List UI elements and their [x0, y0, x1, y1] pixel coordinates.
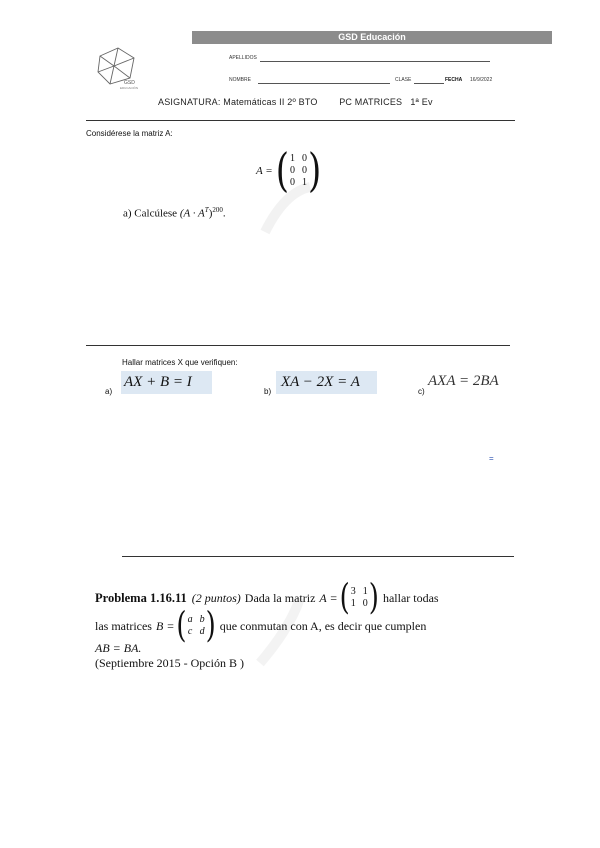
matrix-cell: a — [187, 614, 193, 625]
q1-matrix-grid — [289, 153, 308, 189]
q1-part-a-expr: (A · A — [179, 207, 205, 220]
q1-part-a-text: Calcúlese — [134, 207, 178, 220]
matrix-cell: 1 — [362, 586, 368, 597]
q3-text1: Dada la matriz — [244, 590, 316, 605]
right-paren: ) — [205, 605, 216, 647]
right-paren: ) — [307, 144, 322, 198]
nombre-label: NOMBRE — [229, 77, 251, 83]
left-paren: ( — [339, 577, 350, 619]
q2-intro: Hallar matrices X que verifiquen: — [122, 358, 238, 367]
q1-matrix-name: A = — [256, 165, 273, 177]
q3-matrix-a-name: A = — [319, 590, 338, 605]
q3-text5: AB = BA. — [95, 641, 142, 655]
q2-a-equation: AX + B = I — [121, 371, 212, 394]
fecha-value: 16/9/2022 — [470, 77, 493, 83]
brand-title: GSD Educación — [338, 32, 406, 42]
q2-a-label: a) — [105, 387, 113, 396]
q2-b-label: b) — [264, 387, 272, 396]
q2-divider — [122, 556, 514, 557]
q1-part-a-end: . — [222, 207, 226, 220]
fecha-label: FECHA — [445, 77, 463, 83]
q2-b-equation: XA − 2X = A — [276, 371, 377, 394]
q1-divider — [86, 345, 510, 346]
q1-matrix — [275, 144, 322, 198]
matrix-cell: 0 — [362, 598, 368, 609]
stray-mark: = — [489, 454, 494, 463]
matrix-cell: b — [199, 614, 205, 625]
q3-matrix-a-grid — [350, 586, 369, 610]
q3-source: (Septiembre 2015 - Opción B ) — [95, 656, 244, 670]
gsd-logo — [94, 44, 144, 90]
q3-points: (2 puntos) — [191, 590, 241, 605]
q3-line-1 — [95, 577, 439, 619]
q1-part-a-transpose: T — [204, 206, 209, 214]
q1-intro: Considérese la matriz A: — [86, 129, 173, 138]
matrix-cell: 0 — [289, 177, 295, 188]
q3-text3: las matrices — [95, 618, 152, 633]
q2-c-label: c) — [418, 387, 425, 396]
matrix-cell: 0 — [301, 165, 307, 176]
left-paren: ( — [176, 605, 187, 647]
q3-text4: que conmutan con A, es decir que cumplen — [219, 618, 427, 633]
q3-text2: hallar todas — [382, 590, 439, 605]
left-paren: ( — [275, 144, 289, 198]
matrix-cell: c — [187, 626, 193, 637]
right-paren: ) — [368, 577, 379, 619]
matrix-cell: 0 — [301, 153, 307, 164]
header-bar — [192, 31, 552, 44]
q3-matrix-a — [339, 577, 379, 619]
matrix-cell: 1 — [289, 153, 295, 164]
q1-matrix-block — [256, 144, 322, 198]
q3-matrix-b-name: B = — [155, 618, 175, 633]
clase-label: CLASE — [395, 77, 412, 83]
q3-line-2 — [95, 605, 427, 647]
q3-matrix-b — [176, 605, 216, 647]
logo-text: GSD — [124, 80, 135, 86]
q2-c-equation: AXA = 2BA — [428, 373, 499, 389]
apellidos-label: APELLIDOS — [229, 55, 257, 61]
subject-line: ASIGNATURA: Matemáticas II 2º BTO PC MATRICES 1ª Ev — [158, 97, 433, 107]
matrix-cell: 1 — [301, 177, 307, 188]
matrix-cell: 3 — [350, 586, 356, 597]
q3-matrix-b-grid — [187, 614, 206, 638]
clase-field[interactable] — [414, 83, 444, 84]
matrix-cell: 0 — [289, 165, 295, 176]
q1-part-a — [123, 206, 226, 220]
nombre-field[interactable] — [258, 83, 390, 84]
matrix-cell: 1 — [350, 598, 356, 609]
q1-part-a-close: ) — [208, 207, 213, 220]
header-divider — [86, 120, 515, 121]
apellidos-field[interactable] — [260, 61, 490, 62]
q3-title: Problema 1.16.11 — [95, 590, 187, 605]
q1-part-a-label: a) — [123, 207, 132, 220]
q1-part-a-exponent: 200 — [212, 206, 223, 214]
matrix-cell: d — [199, 626, 205, 637]
logo-subtext: EDUCACIÓN — [120, 86, 139, 90]
